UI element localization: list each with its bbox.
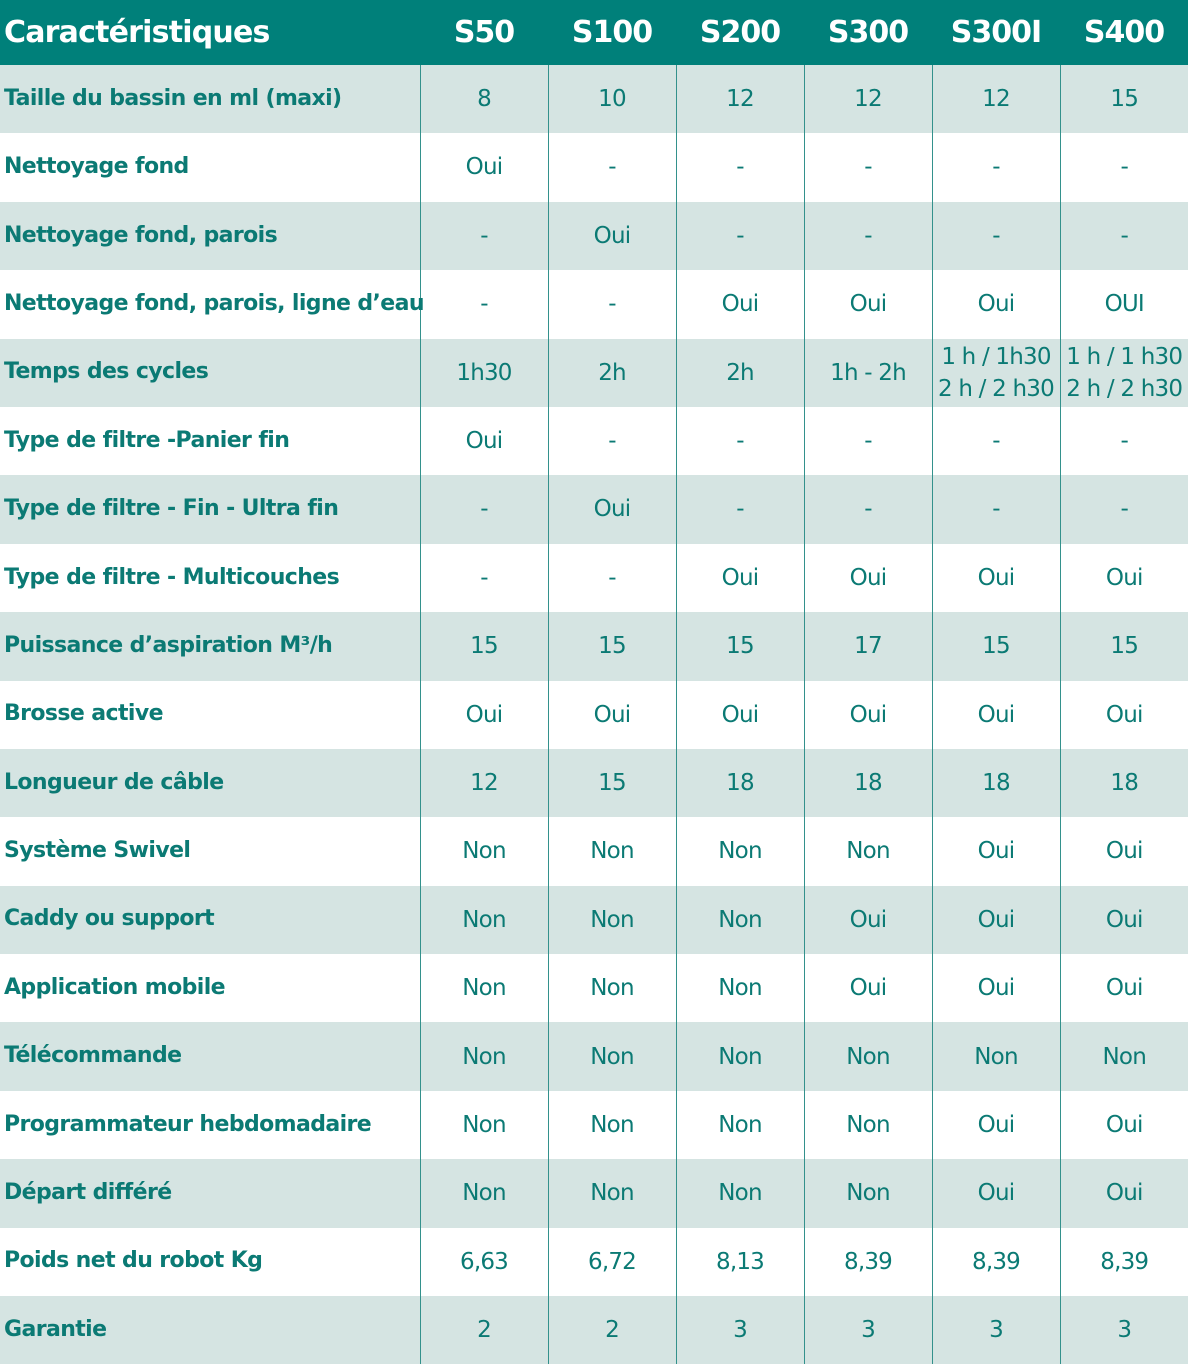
table-cell: 12 bbox=[676, 65, 804, 133]
table-cell: Non bbox=[420, 886, 548, 954]
table-row bbox=[0, 1022, 1188, 1090]
row-label: Caddy ou support bbox=[0, 886, 420, 954]
table-cell: 18 bbox=[1060, 749, 1188, 817]
row-label: Type de filtre - Multicouches bbox=[0, 544, 420, 612]
table-row bbox=[0, 886, 1188, 954]
table-cell: 3 bbox=[1060, 1296, 1188, 1364]
table-cell: Oui bbox=[932, 270, 1060, 338]
table-row bbox=[0, 1091, 1188, 1159]
table-header-row bbox=[0, 0, 1188, 65]
table-cell: Oui bbox=[932, 681, 1060, 749]
column-header-model: S200 bbox=[676, 0, 804, 65]
table-row bbox=[0, 65, 1188, 133]
row-label: Temps des cycles bbox=[0, 339, 420, 407]
row-label: Type de filtre - Fin - Ultra fin bbox=[0, 475, 420, 543]
table-cell: - bbox=[548, 270, 676, 338]
table-cell: 18 bbox=[804, 749, 932, 817]
row-label: Brosse active bbox=[0, 681, 420, 749]
table-cell: - bbox=[932, 202, 1060, 270]
table-cell: 10 bbox=[548, 65, 676, 133]
table-row bbox=[0, 407, 1188, 475]
table-cell: Non bbox=[804, 817, 932, 885]
table-cell: - bbox=[932, 475, 1060, 543]
row-label: Application mobile bbox=[0, 954, 420, 1022]
table-cell: Non bbox=[804, 1091, 932, 1159]
row-label: Programmateur hebdomadaire bbox=[0, 1091, 420, 1159]
table-cell: 8,39 bbox=[804, 1228, 932, 1296]
table-cell: - bbox=[1060, 133, 1188, 201]
table-cell: Oui bbox=[804, 544, 932, 612]
table-cell: 3 bbox=[676, 1296, 804, 1364]
table-cell: 15 bbox=[548, 612, 676, 680]
table-cell: - bbox=[548, 133, 676, 201]
row-label: Longueur de câble bbox=[0, 749, 420, 817]
table-cell: OUI bbox=[1060, 270, 1188, 338]
table-cell: 1 h / 1 h30 2 h / 2 h30 bbox=[1060, 339, 1188, 407]
table-cell: 3 bbox=[804, 1296, 932, 1364]
table-cell: Oui bbox=[1060, 817, 1188, 885]
table-cell: 2h bbox=[676, 339, 804, 407]
row-label: Garantie bbox=[0, 1296, 420, 1364]
table-cell: Oui bbox=[548, 681, 676, 749]
table-cell: - bbox=[676, 407, 804, 475]
table-cell: Oui bbox=[1060, 544, 1188, 612]
table-row bbox=[0, 1296, 1188, 1364]
table-cell: Oui bbox=[420, 407, 548, 475]
row-label: Nettoyage fond bbox=[0, 133, 420, 201]
table-cell: Oui bbox=[804, 954, 932, 1022]
table-cell: Oui bbox=[420, 133, 548, 201]
table-cell: - bbox=[804, 202, 932, 270]
table-row bbox=[0, 1228, 1188, 1296]
table-cell: Oui bbox=[548, 202, 676, 270]
table-cell: 18 bbox=[932, 749, 1060, 817]
table-cell: Oui bbox=[1060, 1091, 1188, 1159]
table-row bbox=[0, 339, 1188, 407]
table-cell: - bbox=[420, 202, 548, 270]
table-cell: - bbox=[804, 475, 932, 543]
table-cell: 1h - 2h bbox=[804, 339, 932, 407]
table-cell: Oui bbox=[932, 544, 1060, 612]
table-row bbox=[0, 133, 1188, 201]
table-cell: Oui bbox=[932, 886, 1060, 954]
table-cell: Oui bbox=[932, 954, 1060, 1022]
table-cell: Oui bbox=[932, 1091, 1060, 1159]
table-cell: 3 bbox=[932, 1296, 1060, 1364]
table-row bbox=[0, 749, 1188, 817]
column-header-model: S50 bbox=[420, 0, 548, 65]
table-cell: - bbox=[1060, 202, 1188, 270]
table-cell: Non bbox=[1060, 1022, 1188, 1090]
row-label: Puissance d’aspiration M³/h bbox=[0, 612, 420, 680]
table-cell: Oui bbox=[676, 270, 804, 338]
table-cell: - bbox=[420, 270, 548, 338]
table-cell: - bbox=[676, 475, 804, 543]
table-cell: 1 h / 1h30 2 h / 2 h30 bbox=[932, 339, 1060, 407]
table-cell: 18 bbox=[676, 749, 804, 817]
table-cell: Oui bbox=[1060, 886, 1188, 954]
table-cell: 2 bbox=[548, 1296, 676, 1364]
table-cell: 2h bbox=[548, 339, 676, 407]
table-cell: Oui bbox=[1060, 954, 1188, 1022]
table-cell: 12 bbox=[420, 749, 548, 817]
table-cell: Non bbox=[420, 817, 548, 885]
table-cell: Non bbox=[676, 1022, 804, 1090]
row-label: Nettoyage fond, parois, ligne d’eau bbox=[0, 270, 420, 338]
table-cell: 6,63 bbox=[420, 1228, 548, 1296]
table-cell: Oui bbox=[1060, 1159, 1188, 1227]
table-cell: - bbox=[420, 544, 548, 612]
table-cell: 15 bbox=[676, 612, 804, 680]
table-cell: - bbox=[804, 133, 932, 201]
table-cell: - bbox=[548, 544, 676, 612]
table-cell: Non bbox=[676, 1091, 804, 1159]
table-cell: Oui bbox=[1060, 681, 1188, 749]
table-cell: Non bbox=[548, 954, 676, 1022]
table-row bbox=[0, 202, 1188, 270]
column-header-model: S400 bbox=[1060, 0, 1188, 65]
row-label: Poids net du robot Kg bbox=[0, 1228, 420, 1296]
column-header-model: S100 bbox=[548, 0, 676, 65]
table-row bbox=[0, 954, 1188, 1022]
table-cell: 6,72 bbox=[548, 1228, 676, 1296]
table-cell: Non bbox=[548, 1159, 676, 1227]
table-cell: 1h30 bbox=[420, 339, 548, 407]
table-cell: Non bbox=[420, 954, 548, 1022]
table-row bbox=[0, 544, 1188, 612]
row-label: Nettoyage fond, parois bbox=[0, 202, 420, 270]
column-header-model: S300 bbox=[804, 0, 932, 65]
table-cell: - bbox=[1060, 407, 1188, 475]
table-cell: 12 bbox=[804, 65, 932, 133]
table-cell: 8,39 bbox=[1060, 1228, 1188, 1296]
row-label: Type de filtre -Panier fin bbox=[0, 407, 420, 475]
table-cell: - bbox=[676, 202, 804, 270]
table-cell: Oui bbox=[804, 886, 932, 954]
table-body bbox=[0, 65, 1188, 1364]
table-cell: Oui bbox=[548, 475, 676, 543]
table-cell: Non bbox=[548, 1022, 676, 1090]
table-cell: 15 bbox=[420, 612, 548, 680]
table-cell: 17 bbox=[804, 612, 932, 680]
table-cell: 15 bbox=[1060, 612, 1188, 680]
table-cell: Oui bbox=[676, 544, 804, 612]
table-cell: - bbox=[932, 133, 1060, 201]
column-header-characteristics: Caractéristiques bbox=[0, 0, 420, 65]
row-label: Système Swivel bbox=[0, 817, 420, 885]
column-header-model: S300I bbox=[932, 0, 1060, 65]
table-row bbox=[0, 1159, 1188, 1227]
table-row bbox=[0, 475, 1188, 543]
table-cell: 15 bbox=[932, 612, 1060, 680]
table-row bbox=[0, 817, 1188, 885]
table-cell: Non bbox=[676, 1159, 804, 1227]
table-cell: Non bbox=[548, 886, 676, 954]
table-cell: Oui bbox=[804, 270, 932, 338]
table-cell: Oui bbox=[932, 817, 1060, 885]
table-cell: Oui bbox=[804, 681, 932, 749]
table-cell: Non bbox=[676, 886, 804, 954]
table-cell: Non bbox=[548, 1091, 676, 1159]
table-cell: Oui bbox=[932, 1159, 1060, 1227]
table-cell: Non bbox=[676, 817, 804, 885]
row-label: Télécommande bbox=[0, 1022, 420, 1090]
table-cell: Non bbox=[676, 954, 804, 1022]
table-cell: Non bbox=[804, 1022, 932, 1090]
table-cell: - bbox=[804, 407, 932, 475]
table-cell: 8,39 bbox=[932, 1228, 1060, 1296]
table-row bbox=[0, 270, 1188, 338]
table-cell: 15 bbox=[548, 749, 676, 817]
table-cell: Non bbox=[548, 817, 676, 885]
table-row bbox=[0, 612, 1188, 680]
table-cell: - bbox=[932, 407, 1060, 475]
table-cell: 2 bbox=[420, 1296, 548, 1364]
table-row bbox=[0, 681, 1188, 749]
table-cell: Oui bbox=[420, 681, 548, 749]
table-cell: Non bbox=[420, 1091, 548, 1159]
table-cell: 15 bbox=[1060, 65, 1188, 133]
table-cell: - bbox=[676, 133, 804, 201]
table-cell: - bbox=[1060, 475, 1188, 543]
table-cell: - bbox=[420, 475, 548, 543]
row-label: Taille du bassin en ml (maxi) bbox=[0, 65, 420, 133]
table-cell: - bbox=[548, 407, 676, 475]
table-cell: Oui bbox=[676, 681, 804, 749]
table-cell: Non bbox=[420, 1159, 548, 1227]
table-cell: 8 bbox=[420, 65, 548, 133]
table-cell: Non bbox=[932, 1022, 1060, 1090]
row-label: Départ différé bbox=[0, 1159, 420, 1227]
table-cell: Non bbox=[804, 1159, 932, 1227]
table-cell: 12 bbox=[932, 65, 1060, 133]
table-cell: 8,13 bbox=[676, 1228, 804, 1296]
table-cell: Non bbox=[420, 1022, 548, 1090]
